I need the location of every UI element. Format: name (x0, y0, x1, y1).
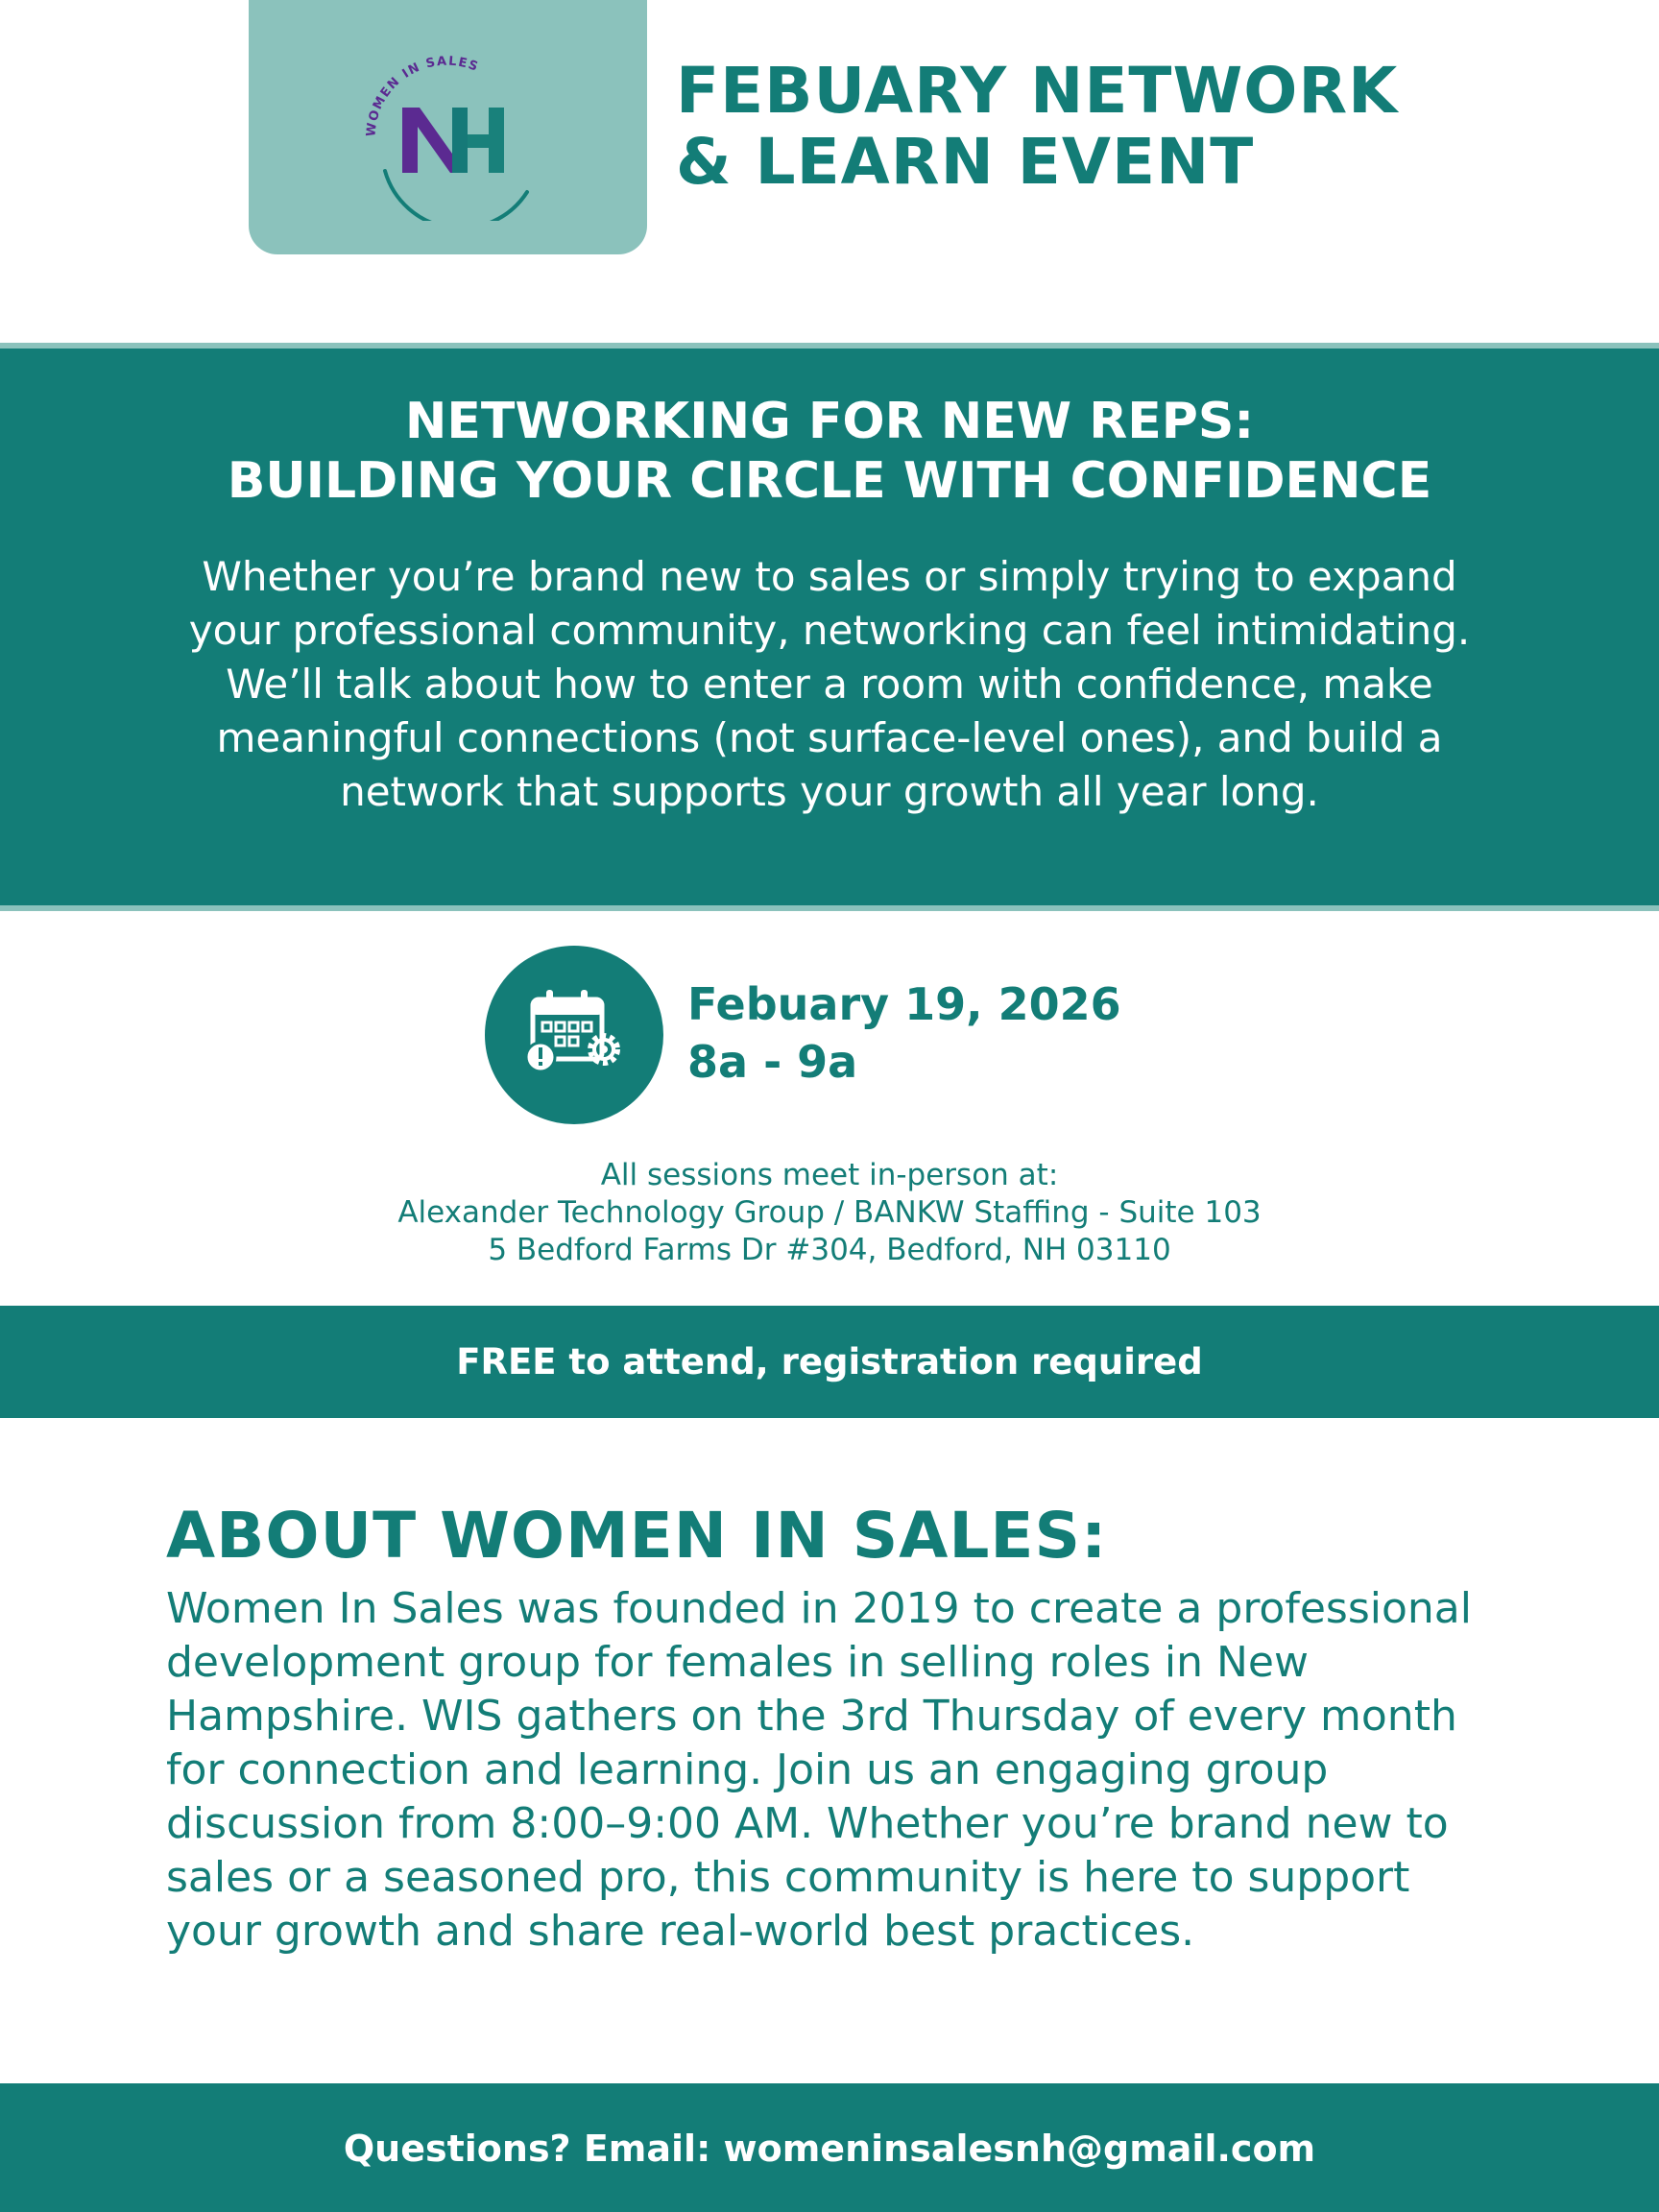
session-title-line: BUILDING YOUR CIRCLE WITH CONFIDENCE (227, 452, 1432, 510)
location-line: Alexander Technology Group / BANKW Staffing - Suite 103 (397, 1195, 1262, 1230)
logo-panel (249, 0, 647, 254)
location-line: All sessions meet in-person at: (600, 1158, 1059, 1192)
description-line: We’ll talk about how to enter a room with confidence, make (226, 661, 1433, 708)
session-title (0, 392, 1659, 511)
about-line: for connection and learning. Join us an engaging group (166, 1745, 1329, 1794)
divider (0, 905, 1659, 911)
logo-letter-h (452, 108, 504, 173)
about-line: your growth and share real-world best practices. (166, 1907, 1195, 1956)
session-description (144, 550, 1515, 819)
about-line: development group for females in selling roles in New (166, 1638, 1309, 1687)
women-in-sales-nh-logo (335, 48, 556, 221)
location-line: 5 Bedford Farms Dr #304, Bedford, NH 03110 (488, 1233, 1171, 1267)
about-heading: ABOUT WOMEN IN SALES: (166, 1499, 1108, 1573)
description-line: meaningful connections (not surface-level ones), and build a (216, 714, 1443, 761)
about-body (166, 1582, 1529, 1959)
event-title-line: & LEARN EVENT (676, 125, 1255, 199)
calendar-gear-icon (521, 986, 627, 1082)
location-block (0, 1157, 1659, 1269)
description-line: your professional community, networking can feel intimidating. (188, 607, 1471, 654)
event-time: 8a - 9a (687, 1036, 858, 1088)
about-line: Hampshire. WIS gathers on the 3rd Thursday of every month (166, 1692, 1457, 1741)
event-title-line: FEBUARY NETWORK (676, 54, 1399, 128)
event-title (676, 56, 1540, 198)
about-line: Women In Sales was founded in 2019 to create a professional (166, 1584, 1472, 1633)
description-line: network that supports your growth all year long. (340, 768, 1319, 815)
calendar-badge (485, 946, 663, 1124)
description-line: Whether you’re brand new to sales or simply trying to expand (202, 553, 1457, 600)
session-title-line: NETWORKING FOR NEW REPS: (404, 393, 1255, 450)
free-banner-text: FREE to attend, registration required (456, 1341, 1203, 1382)
about-line: sales or a seasoned pro, this community is here to support (166, 1853, 1410, 1902)
contact-email[interactable]: Questions? Email: womeninsalesnh@gmail.com (343, 2128, 1316, 2170)
about-line: discussion from 8:00–9:00 AM. Whether you’re brand new to (166, 1799, 1449, 1848)
event-date: Febuary 19, 2026 (687, 978, 1121, 1030)
logo-arc-line (385, 171, 527, 221)
logo-arc-text: WOMEN IN SALES (364, 54, 481, 138)
